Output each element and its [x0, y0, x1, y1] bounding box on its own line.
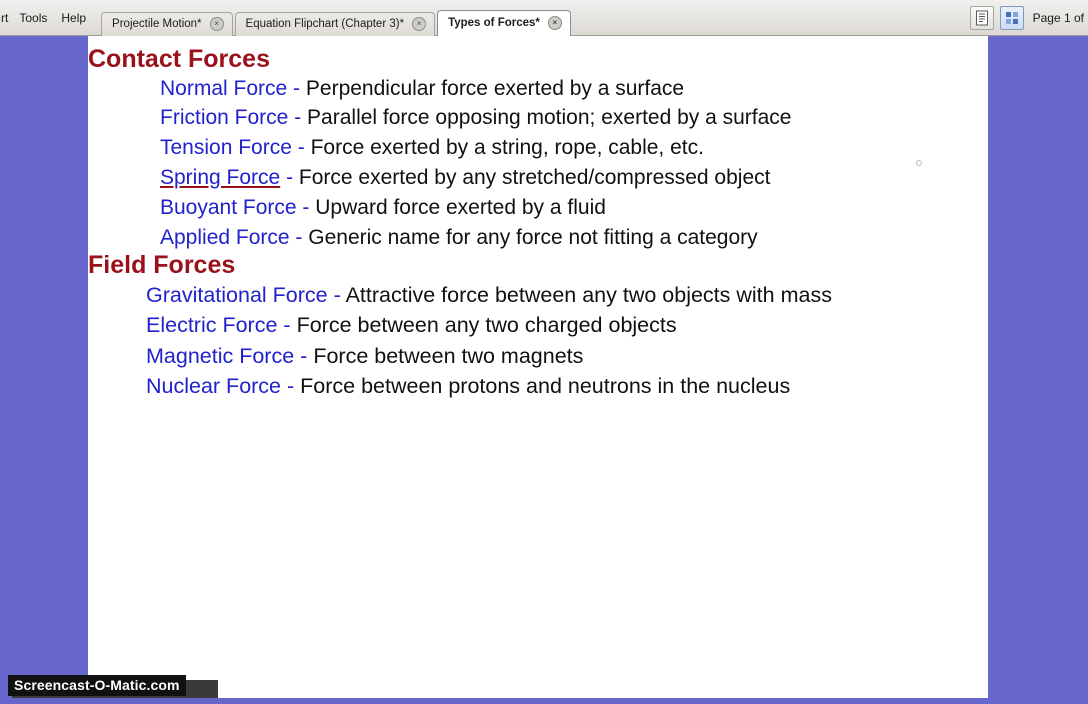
- list-item: [146, 371, 988, 402]
- menu-tools[interactable]: Tools: [19, 10, 48, 25]
- stray-mark: [916, 160, 922, 166]
- list-item: [160, 163, 988, 193]
- menu-help[interactable]: Help: [61, 10, 87, 25]
- menu-bar: [0, 0, 93, 35]
- dash: -: [295, 225, 303, 249]
- force-definition: Force between two magnets: [313, 343, 584, 368]
- dash: -: [286, 165, 294, 189]
- tab-label: Projectile Motion*: [112, 18, 202, 30]
- contact-forces-list: [160, 74, 988, 253]
- dash: -: [287, 374, 295, 399]
- screencast-watermark: Screencast-O-Matic.com: [8, 675, 186, 696]
- field-forces-list: [146, 280, 988, 402]
- dash: -: [302, 195, 310, 219]
- tab-label: Types of Forces*: [448, 17, 540, 29]
- tab-bar: [101, 0, 573, 36]
- list-item: [160, 193, 988, 223]
- grid-icon[interactable]: [1000, 6, 1024, 30]
- force-term: Normal Force: [160, 76, 288, 100]
- tab-label: Equation Flipchart (Chapter 3)*: [245, 18, 405, 30]
- list-item: [146, 341, 988, 372]
- list-item: [160, 74, 988, 104]
- list-item: [146, 310, 988, 341]
- list-item: [160, 133, 988, 163]
- tab-close-icon[interactable]: ×: [412, 17, 426, 31]
- dash: -: [300, 343, 308, 368]
- dash: -: [333, 282, 341, 307]
- tab-close-icon[interactable]: ×: [210, 17, 224, 31]
- page-icon[interactable]: [970, 6, 994, 30]
- force-term: Applied Force: [160, 225, 290, 249]
- force-definition: Generic name for any force not fitting a category: [308, 225, 758, 249]
- force-term: Buoyant Force: [160, 195, 297, 219]
- bottom-strip: [0, 698, 1088, 704]
- force-term: Nuclear Force: [146, 374, 282, 399]
- force-term: Friction Force: [160, 106, 289, 130]
- tab-types-of-forces[interactable]: [437, 10, 571, 36]
- dash: -: [294, 106, 302, 130]
- force-definition: Force between any two charged objects: [296, 313, 677, 338]
- document-content: [88, 36, 988, 402]
- heading-contact-forces: Contact Forces: [88, 45, 270, 73]
- dash: -: [283, 313, 291, 338]
- menu-insert-clipped[interactable]: rt: [1, 10, 9, 25]
- force-term: Magnetic Force: [146, 343, 295, 368]
- list-item: [146, 280, 988, 311]
- tab-projectile-motion[interactable]: [101, 12, 232, 36]
- heading-field-forces: Field Forces: [88, 251, 236, 280]
- tab-close-icon[interactable]: ×: [548, 16, 562, 30]
- page-indicator: Page 1 of: [1032, 10, 1084, 25]
- force-definition: Attractive force between any two objects with mass: [345, 282, 832, 307]
- force-term: Electric Force: [146, 313, 278, 338]
- force-term: Gravitational Force: [146, 282, 328, 307]
- list-item: [160, 103, 988, 133]
- force-definition: Force exerted by a string, rope, cable, etc.: [310, 136, 704, 160]
- toolbar-right-controls: [967, 0, 1088, 35]
- toolbar: [0, 0, 1088, 36]
- force-definition: Upward force exerted by a fluid: [315, 195, 606, 219]
- force-term: Spring Force: [160, 165, 281, 189]
- force-term: Tension Force: [160, 136, 292, 160]
- tab-equation-flipchart[interactable]: [235, 12, 436, 36]
- list-item: [160, 223, 988, 253]
- force-definition: Parallel force opposing motion; exerted by a surface: [307, 106, 792, 130]
- force-definition: Force between protons and neutrons in the nucleus: [300, 374, 791, 399]
- dash: -: [297, 136, 305, 160]
- force-definition: Perpendicular force exerted by a surface: [305, 76, 685, 100]
- dash: -: [293, 76, 301, 100]
- document-page[interactable]: [88, 36, 988, 704]
- force-definition: Force exerted by any stretched/compressed object: [298, 165, 771, 189]
